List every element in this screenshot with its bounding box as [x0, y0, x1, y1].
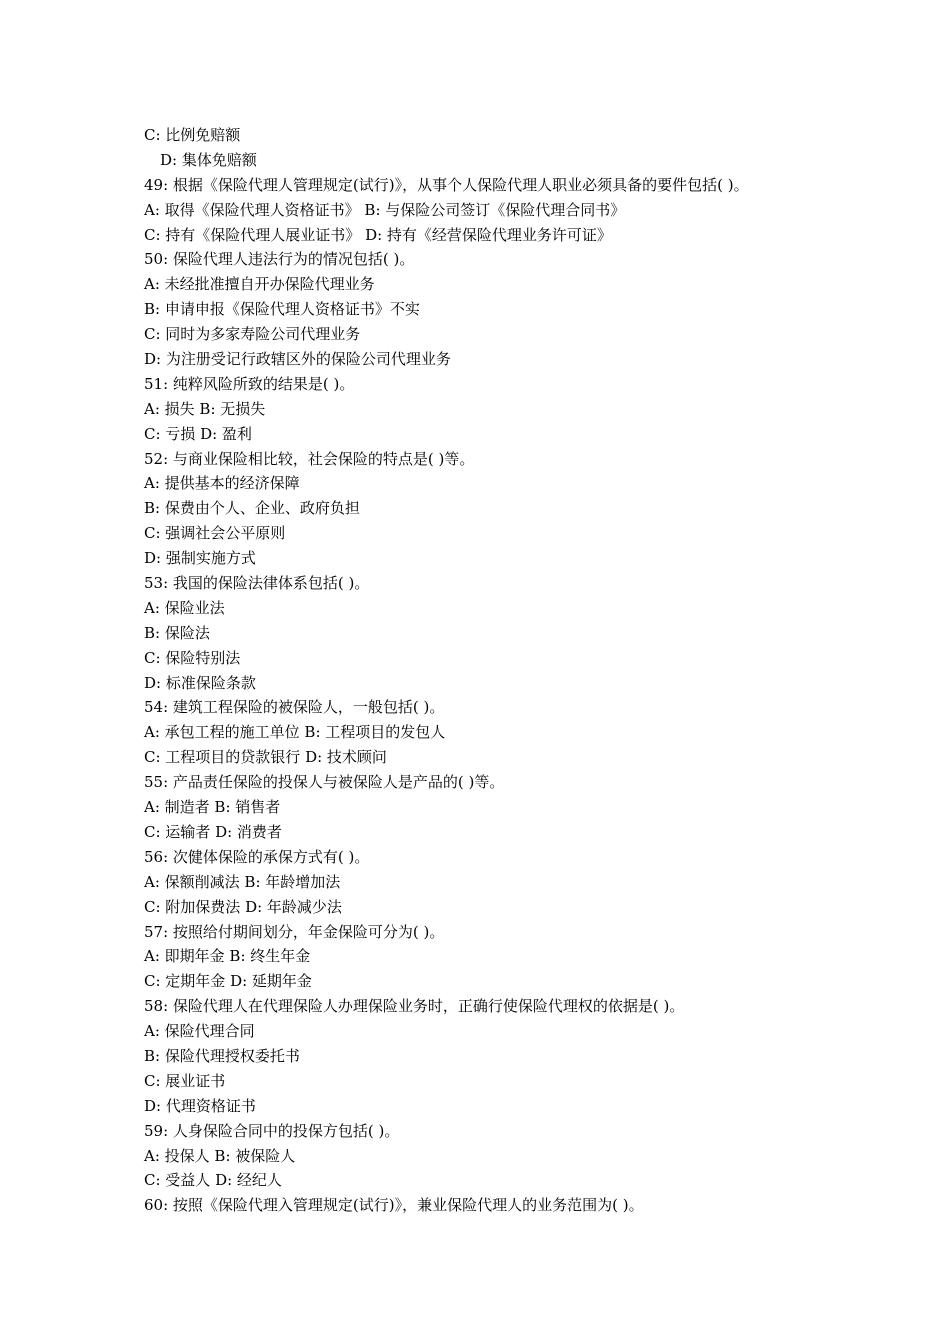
text-line: C: 展业证书	[144, 1071, 226, 1090]
text-line: B: 保险代理授权委托书	[144, 1046, 300, 1065]
text-line: A: 未经批准擅自开办保险代理业务	[144, 275, 375, 294]
text-line: A: 保险代理合同	[144, 1022, 255, 1041]
text-line: A: 保险业法	[144, 598, 225, 617]
text-line: D: 集体免赔额	[160, 150, 257, 169]
text-line: 51: 纯粹风险所致的结果是( )。	[144, 374, 355, 393]
text-line: A: 即期年金 B: 终生年金	[144, 947, 311, 966]
text-line: D: 代理资格证书	[144, 1096, 256, 1115]
text-line: 58: 保险代理人在代理保险人办理保险业务时，正确行使保险代理权的依据是( )。	[144, 997, 685, 1016]
text-line: A: 保额削减法 B: 年龄增加法	[144, 872, 341, 891]
text-line: D: 强制实施方式	[144, 549, 256, 568]
text-line: A: 承包工程的施工单位 B: 工程项目的发包人	[144, 723, 446, 742]
text-line: B: 保险法	[144, 623, 210, 642]
text-line: C: 保险特别法	[144, 648, 241, 667]
text-line: C: 同时为多家寿险公司代理业务	[144, 325, 361, 344]
text-line: 52: 与商业保险相比较，社会保险的特点是( )等。	[144, 449, 475, 468]
text-line: C: 比例免赔额	[144, 126, 241, 144]
text-line: A: 取得《保险代理人资格证书》 B: 与保险公司签订《保险代理合同书》	[144, 200, 626, 219]
text-line: 60: 按照《保险代理入管理规定(试行)》，兼业保险代理人的业务范围为( )。	[144, 1196, 644, 1215]
text-line: 59: 人身保险合同中的投保方包括( )。	[144, 1121, 400, 1140]
text-line: 55: 产品责任保险的投保人与被保险人是产品的( )等。	[144, 773, 505, 792]
text-line: C: 亏损 D: 盈利	[144, 424, 252, 443]
text-line: 53: 我国的保险法律体系包括( )。	[144, 574, 370, 593]
text-line: A: 提供基本的经济保障	[144, 474, 300, 493]
text-line: B: 保费由个人、企业、政府负担	[144, 499, 360, 518]
text-line: C: 受益人 D: 经纪人	[144, 1171, 282, 1190]
text-line: C: 强调社会公平原则	[144, 524, 286, 543]
text-line: 57: 按照给付期间划分，年金保险可分为( )。	[144, 922, 445, 941]
text-line: D: 标准保险条款	[144, 673, 256, 692]
document-page	[144, 123, 864, 1218]
text-line: C: 工程项目的贷款银行 D: 技术顾问	[144, 748, 387, 767]
text-line: A: 制造者 B: 销售者	[144, 798, 281, 817]
text-line: C: 附加保费法 D: 年龄减少法	[144, 897, 342, 916]
text-line: C: 定期年金 D: 延期年金	[144, 972, 312, 991]
text-line: C: 运输者 D: 消费者	[144, 822, 282, 841]
text-line: 56: 次健体保险的承保方式有( )。	[144, 847, 370, 866]
text-line: D: 为注册受记行政辖区外的保险公司代理业务	[144, 350, 451, 369]
text-line: 50: 保险代理人违法行为的情况包括( )。	[144, 250, 415, 269]
text-line: 54: 建筑工程保险的被保险人，一般包括( )。	[144, 698, 445, 717]
text-line: A: 损失 B: 无损失	[144, 399, 266, 418]
text-line: B: 申请申报《保险代理人资格证书》不实	[144, 300, 420, 319]
text-line: A: 投保人 B: 被保险人	[144, 1146, 296, 1165]
text-line: C: 持有《保险代理人展业证书》 D: 持有《经营保险代理业务许可证》	[144, 225, 612, 244]
text-line: 49: 根据《保险代理人管理规定(试行)》，从事个人保险代理人职业必须具备的要件包括( )。	[144, 175, 749, 194]
